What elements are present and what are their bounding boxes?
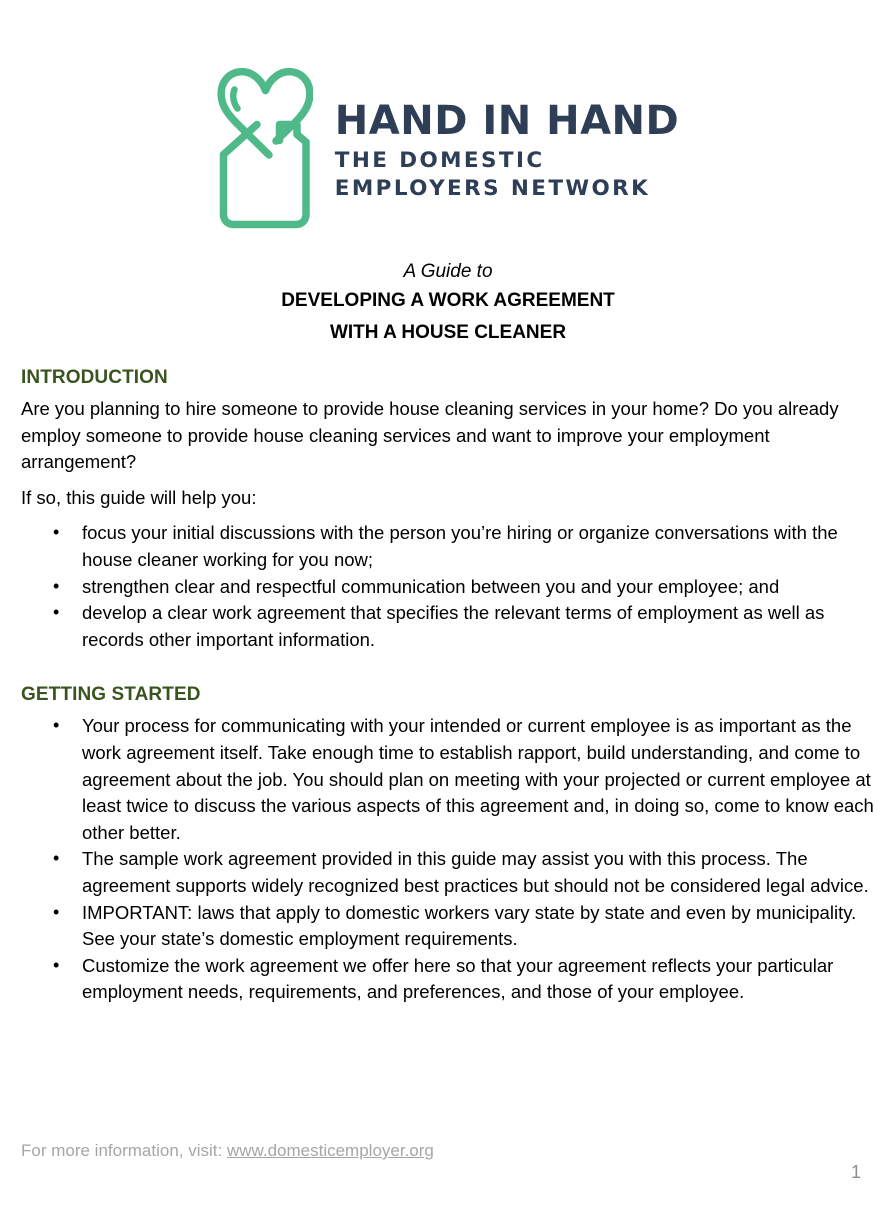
page-number: 1	[850, 1162, 861, 1182]
list-item: • IMPORTANT: laws that apply to domestic workers vary state by state and even by municipality. See your state’s domestic employment requirements.	[21, 900, 879, 953]
document-title-block	[0, 258, 896, 349]
logo-inner	[217, 62, 679, 232]
footer	[21, 1139, 434, 1162]
section-heading-introduction: INTRODUCTION	[21, 367, 168, 388]
list-item: • focus your initial discussions with the person you’re hiring or organize conversations with the house cleaner working for you now;	[21, 520, 879, 573]
section-spacer	[21, 653, 879, 683]
list-item: • Customize the work agreement we offer here so that your agreement reflects your particular employment needs, requirements, and preferences, and those of your employee.	[21, 953, 879, 1006]
heart-house-icon	[217, 62, 313, 232]
logo-title: HAND IN HAND	[334, 98, 680, 145]
list-item: • Your process for communicating with your intended or current employee is as important as the work agreement itself. Take enough time to establish rapport, build understanding, and come to agreement about the job. You should plan on meeting with your projected or current employee at least twice to discuss the various aspects of this agreement and, in doing so, come to know each other better.	[21, 713, 879, 846]
introduction-paragraph-2: If so, this guide will help you:	[21, 486, 257, 508]
page-title-line1: DEVELOPING A WORK AGREEMENT	[281, 290, 615, 311]
logo-subtitle-line2: EMPLOYERS NETWORK	[334, 175, 651, 201]
introduction-bullet-list	[21, 520, 879, 653]
footer-website-link[interactable]: www.domesticemployer.org	[226, 1141, 434, 1160]
footer-prefix-text: For more information, visit:	[21, 1141, 227, 1160]
list-item: • strengthen clear and respectful communication between you and your employee; and	[21, 574, 879, 601]
page-title-line2: WITH A HOUSE CLEANER	[329, 322, 567, 343]
introduction-paragraph-1: Are you planning to hire someone to provide house cleaning services in your home? Do you already employ someone to provide house cleaning services and want to improve your employment arrangement?	[21, 398, 839, 473]
document-body	[21, 366, 879, 1006]
list-item: • develop a clear work agreement that specifies the relevant terms of employment as well as records other important information.	[21, 600, 879, 653]
section-heading-getting-started: GETTING STARTED	[21, 684, 201, 706]
logo-subtitle-line1: THE DOMESTIC	[334, 147, 545, 173]
organization-logo	[0, 62, 896, 232]
logo-wordmark	[335, 91, 679, 203]
getting-started-bullet-list	[21, 713, 879, 1006]
title-eyebrow: A Guide to	[403, 261, 493, 282]
list-item: • The sample work agreement provided in this guide may assist you with this process. The agreement supports widely recognized best practices but should not be considered legal advice.	[21, 846, 879, 899]
